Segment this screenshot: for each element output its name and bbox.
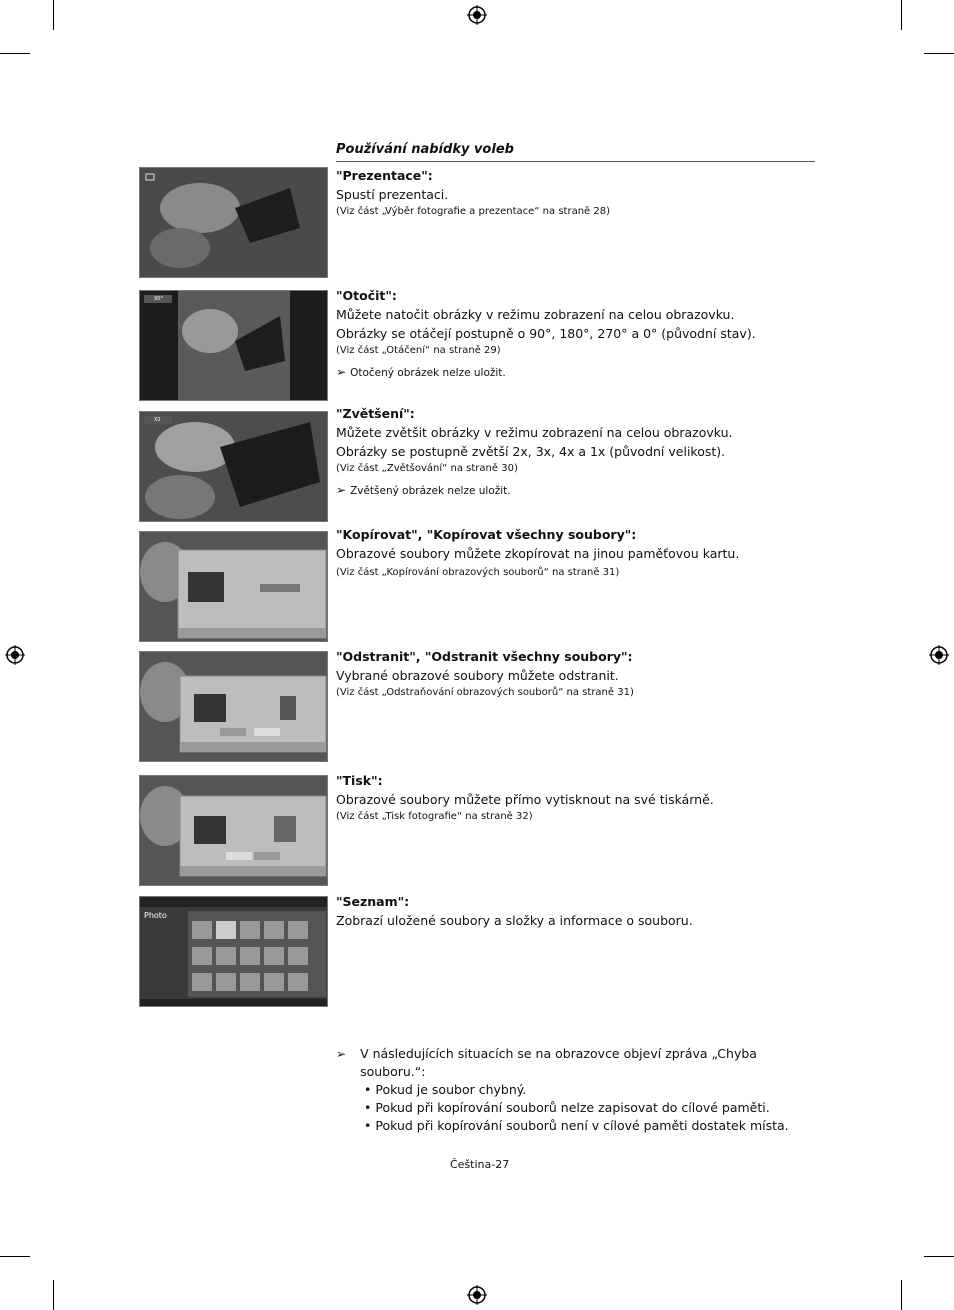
entry-kopirovat bbox=[336, 526, 816, 581]
thumbnail-zvetseni bbox=[139, 411, 328, 522]
note-text: Otočený obrázek nelze uložit. bbox=[350, 367, 506, 379]
note-arrow-icon: ➢ bbox=[336, 1047, 347, 1061]
page-number: Čeština-27 bbox=[450, 1158, 510, 1171]
error-note bbox=[336, 1045, 816, 1135]
note-arrow-icon: ➢ bbox=[336, 365, 347, 379]
thumbnail-otocit bbox=[139, 290, 328, 401]
entry-heading: "Otočit": bbox=[336, 288, 397, 303]
registration-mark-icon bbox=[467, 5, 487, 25]
entry-line: Obrazové soubory můžete zkopírovat na jinou paměťovou kartu. bbox=[336, 546, 740, 561]
entry-note bbox=[336, 481, 816, 500]
thumbnail-prezentace bbox=[139, 167, 328, 278]
entry-heading: "Zvětšení": bbox=[336, 406, 415, 421]
crop-mark bbox=[924, 53, 954, 54]
crop-mark bbox=[0, 1256, 30, 1257]
crop-mark bbox=[901, 0, 902, 30]
section-rule bbox=[336, 161, 815, 162]
error-note-intro: V následujících situacích se na obrazovce objeví zpráva „Chyba souboru.“: bbox=[360, 1046, 757, 1079]
entry-heading: "Prezentace": bbox=[336, 168, 433, 183]
entry-ref: (Viz část „Výběr fotografie a prezentace“ na straně 28) bbox=[336, 206, 610, 217]
note-arrow-icon: ➢ bbox=[336, 483, 347, 497]
registration-mark-icon bbox=[467, 1285, 487, 1305]
thumbnail-odstranit bbox=[139, 651, 328, 762]
crop-mark bbox=[53, 0, 54, 30]
entry-line: Obrázky se otáčejí postupně o 90°, 180°, 270° a 0° (původní stav). bbox=[336, 326, 756, 341]
thumbnail-tisk bbox=[139, 775, 328, 886]
entry-line: Můžete zvětšit obrázky v režimu zobrazení na celou obrazovku. bbox=[336, 425, 733, 440]
crop-mark bbox=[924, 1256, 954, 1257]
error-note-bullet: • Pokud je soubor chybný. bbox=[364, 1082, 527, 1097]
entry-zvetseni bbox=[336, 405, 816, 500]
entry-prezentace bbox=[336, 167, 816, 220]
entry-heading: "Odstranit", "Odstranit všechny soubory": bbox=[336, 649, 633, 664]
entry-line: Spustí prezentaci. bbox=[336, 187, 449, 202]
thumbnail-seznam bbox=[139, 896, 328, 1007]
entry-line: Můžete natočit obrázky v režimu zobrazení na celou obrazovku. bbox=[336, 307, 735, 322]
zoom-badge: X2 bbox=[154, 417, 161, 423]
entry-ref: (Viz část „Odstraňování obrazových souborů“ na straně 31) bbox=[336, 687, 634, 698]
entry-line: Zobrazí uložené soubory a složky a informace o souboru. bbox=[336, 913, 693, 928]
entry-line: Obrazové soubory můžete přímo vytisknout na své tiskárně. bbox=[336, 792, 714, 807]
crop-mark bbox=[901, 1280, 902, 1310]
entry-ref: (Viz část „Otáčení“ na straně 29) bbox=[336, 345, 501, 356]
entry-ref: (Viz část „Kopírování obrazových souborů“ na straně 31) bbox=[336, 567, 620, 578]
entry-otocit bbox=[336, 287, 816, 382]
error-note-bullet: • Pokud při kopírování souborů není v cílové paměti dostatek místa. bbox=[364, 1118, 789, 1133]
entry-odstranit bbox=[336, 648, 816, 701]
thumbnail-kopirovat bbox=[139, 531, 328, 642]
crop-mark bbox=[53, 1280, 54, 1310]
registration-mark-icon bbox=[929, 645, 949, 665]
entry-line: Obrázky se postupně zvětší 2x, 3x, 4x a 1x (původní velikost). bbox=[336, 444, 726, 459]
entry-heading: "Kopírovat", "Kopírovat všechny soubory": bbox=[336, 527, 637, 542]
entry-tisk bbox=[336, 772, 816, 825]
entry-seznam bbox=[336, 893, 816, 930]
section-title: Používání nabídky voleb bbox=[336, 142, 514, 157]
entry-heading: "Seznam": bbox=[336, 894, 410, 909]
entry-heading: "Tisk": bbox=[336, 773, 383, 788]
entry-line: Vybrané obrazové soubory můžete odstranit. bbox=[336, 668, 619, 683]
rotate-badge: 90° bbox=[154, 296, 163, 302]
entry-ref: (Viz část „Zvětšování“ na straně 30) bbox=[336, 463, 518, 474]
error-note-bullet: • Pokud při kopírování souborů nelze zapisovat do cílové paměti. bbox=[364, 1100, 770, 1115]
registration-mark-icon bbox=[5, 645, 25, 665]
entry-note bbox=[336, 363, 816, 382]
note-text: Zvětšený obrázek nelze uložit. bbox=[350, 485, 511, 497]
entry-ref: (Viz část „Tisk fotografie“ na straně 32) bbox=[336, 811, 533, 822]
list-title: Photo bbox=[144, 911, 167, 920]
crop-mark bbox=[0, 53, 30, 54]
